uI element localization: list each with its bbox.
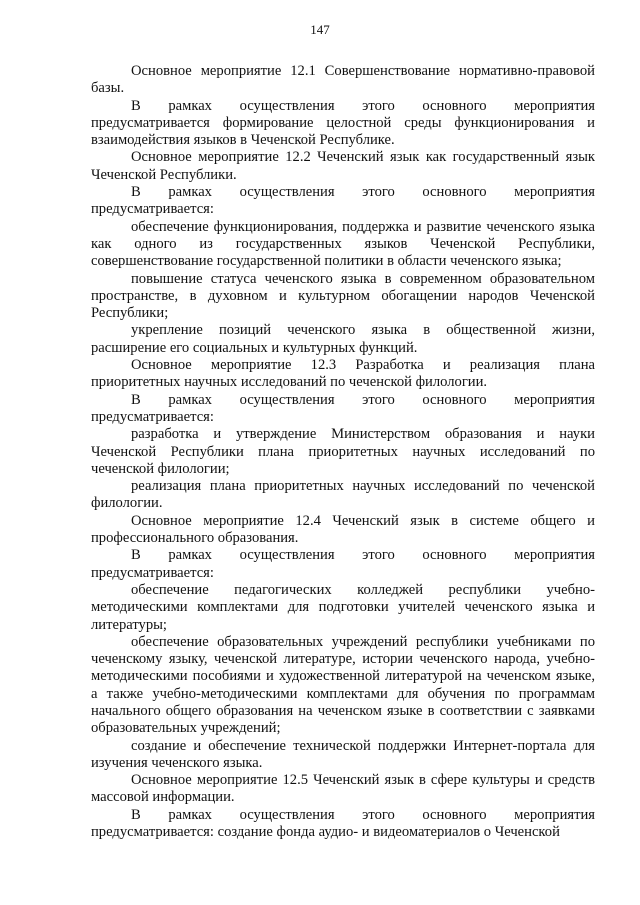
paragraph: обеспечение функционирования, поддержка и развитие чеченского языка как одного из государственных языков Чеченской Республики, совершенствование государственной политики в области чеченского языка; (91, 218, 595, 270)
document-body (91, 63, 595, 841)
paragraph: В рамках осуществления этого основного мероприятия предусматривается формирование целостной среды функционирования и взаимодействия языков в Чеченской Республике. (91, 97, 595, 149)
paragraph: Основное мероприятие 12.2 Чеченский язык как государственный язык Чеченской Республики. (91, 149, 595, 183)
paragraph: реализация плана приоритетных научных исследований по чеченской филологии. (91, 478, 595, 512)
paragraph: разработка и утверждение Министерством образования и науки Чеченской Республики плана приоритетных научных исследований по чеченской филологии; (91, 426, 595, 477)
paragraph: обеспечение педагогических колледжей республики учебно-методическими комплектами для подготовки учителей чеченского языка и литературы; (91, 581, 595, 633)
paragraph: В рамках осуществления этого основного мероприятия предусматривается: (91, 547, 595, 581)
paragraph: Основное мероприятие 12.5 Чеченский язык в сфере культуры и средств массовой информации. (91, 772, 595, 806)
paragraph: Основное мероприятие 12.1 Совершенствование нормативно-правовой базы. (91, 63, 595, 97)
paragraph: В рамках осуществления этого основного мероприятия предусматривается: (91, 184, 595, 218)
paragraph: В рамках осуществления этого основного мероприятия предусматривается: (91, 391, 595, 425)
paragraph: Основное мероприятие 12.3 Разработка и реализация плана приоритетных научных исследований по чеченской филологии. (91, 357, 595, 391)
page-number: 147 (310, 22, 330, 37)
paragraph: повышение статуса чеченского языка в современном образовательном пространстве, в духовном и культурном обогащении народов Чеченской Республики; (91, 270, 595, 322)
paragraph: обеспечение образовательных учреждений республики учебниками по чеченскому языку, чеченской литературе, истории чеченского народа, учебно-методическими пособиями и художественной литературой на чеченском языке, а также учебно-методическими комплектами для обучения по программам начального общего образования на чеченском языке в соответствии с заявками образовательных учреждений; (91, 633, 595, 737)
paragraph: создание и обеспечение технической поддержки Интернет-портала для изучения чеченского языка. (91, 737, 595, 771)
paragraph: укрепление позиций чеченского языка в общественной жизни, расширение его социальных и культурных функций. (91, 322, 595, 356)
paragraph: В рамках осуществления этого основного мероприятия предусматривается: создание фонда аудио- и видеоматериалов о Чеченской (91, 806, 595, 841)
paragraph: Основное мероприятие 12.4 Чеченский язык в системе общего и профессионального образования. (91, 512, 595, 547)
